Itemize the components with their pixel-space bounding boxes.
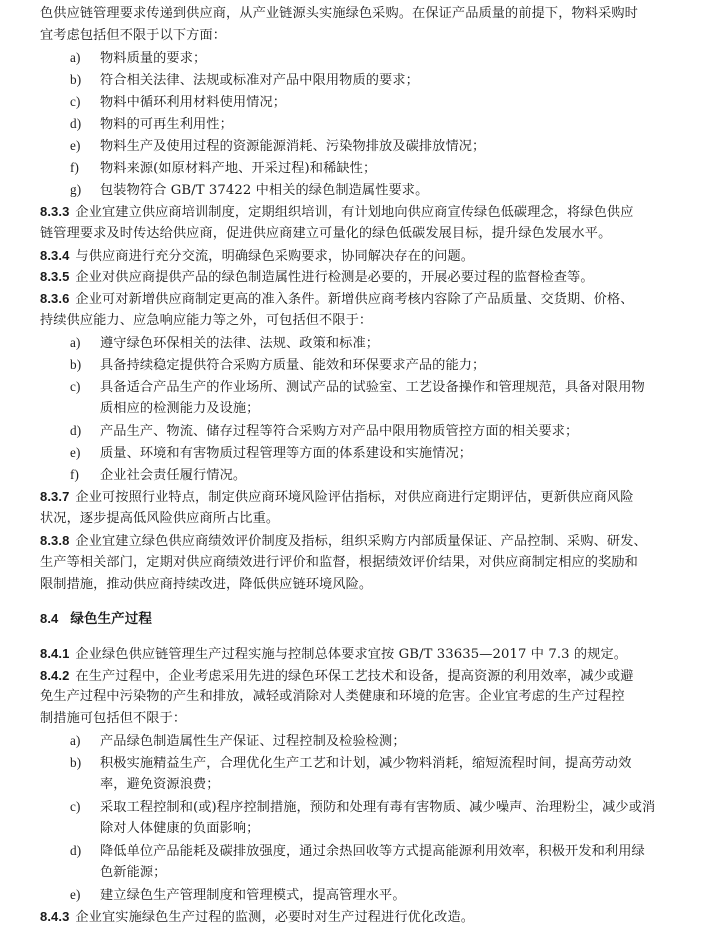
section-number: 8.4 bbox=[40, 611, 59, 627]
line-text: 积极实施精益生产，合理优化生产工艺和计划，减少物料消耗，缩短流程时间，提高劳动效 bbox=[100, 756, 632, 772]
clause-number: 8.3.8 bbox=[40, 532, 70, 548]
list-item bbox=[70, 156, 728, 180]
text-line bbox=[40, 707, 700, 730]
text-line bbox=[40, 507, 700, 530]
line-text: 宜考虑包括但不限于以下方面： bbox=[40, 27, 227, 43]
line-text: 具备持续稳定提供符合采购方质量、能效和环保要求产品的能力； bbox=[100, 358, 486, 374]
line-text: 物料来源(如原材料产地、开采过程)和稀缺性； bbox=[100, 160, 377, 176]
list-item bbox=[70, 751, 728, 775]
list-item bbox=[70, 839, 728, 863]
line-text: 产品生产、物流、储存过程等符合采购方对产品中限用物质管控方面的相关要求； bbox=[100, 424, 579, 440]
line-text: 链管理要求及时传达给供应商，促进供应商建立可量化的绿色低碳发展目标，提升绿色发展水平。 bbox=[40, 225, 612, 241]
list-label: e) bbox=[70, 887, 81, 903]
line-text: 企业宜建立绿色供应商绩效评价制度及指标，组织采购方内部质量保证、产品控制、采购、研发、 bbox=[75, 533, 647, 549]
list-label: e) bbox=[70, 445, 81, 461]
line-text: 除对人体健康的负面影响； bbox=[100, 821, 260, 837]
clause-8-3-3 bbox=[40, 200, 700, 224]
clause-number: 8.3.4 bbox=[40, 247, 70, 263]
clause-number: 8.3.7 bbox=[40, 489, 70, 504]
text-line bbox=[40, 24, 700, 47]
clause-8-3-4 bbox=[40, 244, 700, 268]
list-label: a) bbox=[70, 49, 81, 65]
clause-number: 8.3.5 bbox=[40, 269, 70, 285]
clause-8-3-5 bbox=[40, 265, 700, 289]
line-text: 降低单位产品能耗及碳排放强度，通过余热回收等方式提高能源利用效率，积极开发和利用绿 bbox=[100, 844, 645, 860]
line-text: 企业宜实施绿色生产过程的监测，必要时对生产过程进行优化改造。 bbox=[75, 910, 475, 925]
list-item bbox=[70, 463, 728, 487]
text-line bbox=[40, 573, 700, 596]
list-label: f) bbox=[70, 159, 79, 175]
line-text: 包装物符合 GB/T 37422 中相关的绿色制造属性要求。 bbox=[100, 182, 429, 198]
line-text: 限制措施，推动供应商持续改进，降低供应链环境风险。 bbox=[40, 576, 373, 592]
list-item bbox=[70, 134, 728, 158]
line-text: 质量、环境和有害物质过程管理等方面的体系建设和实施情况； bbox=[100, 446, 473, 462]
line-text: 生产等相关部门，定期对供应商绩效进行评价和监督，根据绩效评价结果，对供应商制定相应的奖励和 bbox=[40, 554, 638, 570]
clause-8-3-8 bbox=[40, 529, 700, 553]
list-item bbox=[70, 883, 728, 907]
line-text: 率，避免资源浪费； bbox=[100, 777, 220, 793]
list-item bbox=[70, 46, 728, 70]
list-item bbox=[70, 441, 728, 465]
list-item bbox=[70, 353, 728, 377]
list-item bbox=[70, 331, 728, 355]
line-text: 与供应商进行充分交流，明确绿色采购要求，协同解决存在的问题。 bbox=[75, 248, 475, 264]
list-item-continuation bbox=[100, 861, 728, 884]
line-text: 企业宜建立供应商培训制度，定期组织培训，有计划地向供应商宣传绿色低碳理念，将绿色供应 bbox=[75, 204, 634, 220]
line-text: 产品绿色制造属性生产保证、过程控制及检验检测； bbox=[100, 734, 406, 750]
line-text: 质相应的检测能力及设施； bbox=[100, 401, 260, 417]
text-line bbox=[40, 222, 700, 245]
list-label: b) bbox=[70, 71, 82, 87]
line-text: 物料的可再生利用性； bbox=[100, 116, 233, 132]
line-text: 企业对供应商提供产品的绿色制造属性进行检测是必要的，开展必要过程的监督检查等。 bbox=[75, 270, 594, 286]
section-heading-8-4 bbox=[40, 607, 700, 631]
list-item bbox=[70, 375, 728, 399]
line-text: 企业可对新增供应商制定更高的准入条件。新增供应商考核内容除了产品质量、交货期、价格、 bbox=[75, 292, 634, 308]
line-text: 企业社会责任履行情况。 bbox=[100, 468, 247, 484]
list-label: c) bbox=[70, 93, 81, 109]
line-text: 物料中循环利用材料使用情况； bbox=[100, 94, 287, 110]
list-item bbox=[70, 178, 728, 202]
clause-number: 8.4.1 bbox=[40, 645, 70, 661]
clause-8-4-2 bbox=[40, 664, 700, 688]
list-label: c) bbox=[70, 379, 81, 395]
list-label: b) bbox=[70, 755, 82, 771]
list-item-continuation bbox=[100, 773, 728, 796]
list-label: a) bbox=[70, 335, 81, 351]
list-label: e) bbox=[70, 137, 81, 153]
list-label: d) bbox=[70, 115, 82, 131]
section-title: 绿色生产过程 bbox=[70, 611, 152, 628]
line-text: 企业可按照行业特点，制定供应商环境风险评估指标，对供应商进行定期评估，更新供应商风险 bbox=[75, 490, 634, 505]
list-label: d) bbox=[70, 843, 82, 859]
line-text: 具备适合产品生产的作业场所、测试产品的试验室、工艺设备操作和管理规范，具备对限用物 bbox=[100, 380, 645, 396]
line-text: 制措施可包括但不限于： bbox=[40, 711, 187, 727]
list-item bbox=[70, 112, 728, 136]
clause-number: 8.3.3 bbox=[40, 203, 70, 219]
text-line bbox=[40, 2, 700, 25]
list-label: b) bbox=[70, 357, 82, 373]
text-line bbox=[40, 685, 700, 708]
line-text: 符合相关法律、法规或标准对产品中限用物质的要求； bbox=[100, 72, 419, 88]
list-item-continuation bbox=[100, 817, 728, 840]
line-text: 建立绿色生产管理制度和管理模式，提高管理水平。 bbox=[100, 888, 406, 904]
list-item bbox=[70, 68, 728, 92]
line-text: 色新能源； bbox=[100, 865, 167, 881]
clause-8-3-7 bbox=[40, 485, 700, 509]
line-text: 色供应链管理要求传递到供应商，从产业链源头实施绿色采购。在保证产品质量的前提下，物料采购时 bbox=[40, 6, 638, 21]
clause-8-4-3 bbox=[40, 905, 700, 929]
clause-number: 8.3.6 bbox=[40, 291, 70, 307]
line-text: 物料生产及使用过程的资源能源消耗、污染物排放及碳排放情况； bbox=[100, 138, 486, 154]
list-item bbox=[70, 729, 728, 753]
clause-number: 8.4.2 bbox=[40, 667, 70, 683]
line-text: 状况，逐步提高低风险供应商所占比重。 bbox=[40, 510, 280, 526]
list-label: d) bbox=[70, 423, 82, 439]
text-line bbox=[40, 309, 700, 332]
line-text: 免生产过程中污染物的产生和排放，减轻或消除对人类健康和环境的危害。企业宜考虑的生产过程控 bbox=[40, 689, 625, 705]
list-label: g) bbox=[70, 181, 82, 197]
clause-8-3-6 bbox=[40, 287, 700, 311]
clause-8-4-1 bbox=[40, 642, 700, 666]
line-text: 物料质量的要求； bbox=[100, 50, 207, 66]
line-text: 企业绿色供应链管理生产过程实施与控制总体要求宜按 GB/T 33635—2017 中 7.3 的规定。 bbox=[75, 646, 628, 662]
line-text: 持续供应能力、应急响应能力等之外，可包括但不限于： bbox=[40, 313, 373, 329]
list-item bbox=[70, 419, 728, 443]
line-text: 遵守绿色环保相关的法律、法规、政策和标准； bbox=[100, 336, 380, 352]
list-item bbox=[70, 795, 728, 819]
text-line bbox=[40, 551, 700, 574]
list-label: a) bbox=[70, 733, 81, 749]
line-text: 在生产过程中，企业考虑采用先进的绿色环保工艺技术和设备，提高资源的利用效率，减少或避 bbox=[75, 668, 634, 684]
list-item-continuation bbox=[100, 397, 728, 420]
list-label: f) bbox=[70, 467, 79, 483]
list-label: c) bbox=[70, 799, 81, 815]
line-text: 采取工程控制和(或)程序控制措施，预防和处理有毒有害物质、减少噪声、治理粉尘，减少或消 bbox=[100, 800, 656, 816]
clause-number: 8.4.3 bbox=[40, 909, 70, 924]
list-item bbox=[70, 90, 728, 114]
